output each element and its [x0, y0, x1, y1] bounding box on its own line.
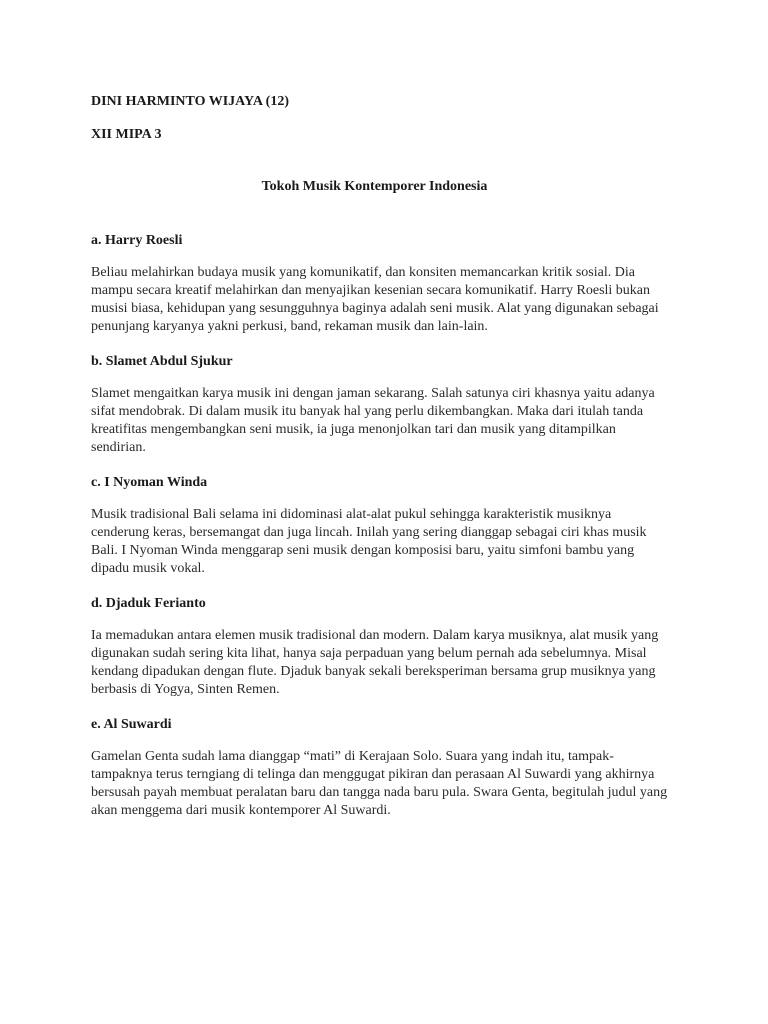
section-heading: c. I Nyoman Winda [91, 475, 208, 490]
section-body: Beliau melahirkan budaya musik yang komunikatif, dan konsiten memancarkan kritik sosial. Dia mampu secara kreatif melahirkan dan menyajikan kesenian secara komunikatif. Harry Roesli bukan musisi biasa, kehidupan yang sesungguhnya baginya adalah seni musik. Alat yang digunakan sebagai penunjang karyanya yakni perkusi, band, rekaman musik dan lain-lain. [91, 265, 659, 334]
section-body: Ia memadukan antara elemen musik tradisional dan modern. Dalam karya musiknya, alat musik yang digunakan sudah sering kita lihat, hanya saja perpaduan yang belum pernah ada sebelumnya. Misal kendang dipadukan dengan flute. Djaduk banyak sekali bereksperiman bersama grup musiknya yang berbasis di Yogya, Sinten Remen. [91, 628, 659, 697]
section-heading: d. Djaduk Ferianto [91, 596, 206, 611]
section-body: Slamet mengaitkan karya musik ini dengan jaman sekarang. Salah satunya ciri khasnya yaitu adanya sifat mendobrak. Di dalam musik itu banyak hal yang perlu dikembangkan. Maka dari itulah tanda kreatifitas mengembangkan seni musik, ia juga menonjolkan tari dan musik yang ditampilkan sendirian. [91, 386, 655, 455]
section-harry-roesli [91, 231, 668, 336]
section-i-nyoman-winda [91, 473, 668, 578]
section-djaduk-ferianto [91, 594, 668, 699]
section-al-suwardi [91, 715, 668, 820]
section-slamet-abdul-sjukur [91, 352, 668, 457]
section-heading: b. Slamet Abdul Sjukur [91, 354, 233, 369]
document-title: Tokoh Musik Kontemporer Indonesia [261, 179, 488, 194]
sections-list [91, 231, 668, 820]
class-label: XII MIPA 3 [91, 127, 162, 142]
section-heading: e. Al Suwardi [91, 717, 172, 732]
author-name: DINI HARMINTO WIJAYA (12) [91, 94, 289, 109]
section-body: Musik tradisional Bali selama ini didominasi alat-alat pukul sehingga karakteristik musiknya cenderung keras, bersemangat dan juga lincah. Inilah yang sering dianggap sebagai ciri khas musik Bali. I Nyoman Winda menggarap seni musik dengan komposisi baru, yaitu simfoni bambu yang dipadu musik vokal. [91, 507, 647, 576]
section-heading: a. Harry Roesli [91, 233, 183, 248]
section-body: Gamelan Genta sudah lama dianggap “mati” di Kerajaan Solo. Suara yang indah itu, tampak-tampaknya terus terngiang di telinga dan menggugat pikiran dan perasaan Al Suwardi yang akhirnya bersusah payah membuat peralatan baru dan tangga nada baru pula. Swara Genta, begitulah judul yang akan menggema dari musik kontemporer Al Suwardi. [91, 749, 668, 818]
